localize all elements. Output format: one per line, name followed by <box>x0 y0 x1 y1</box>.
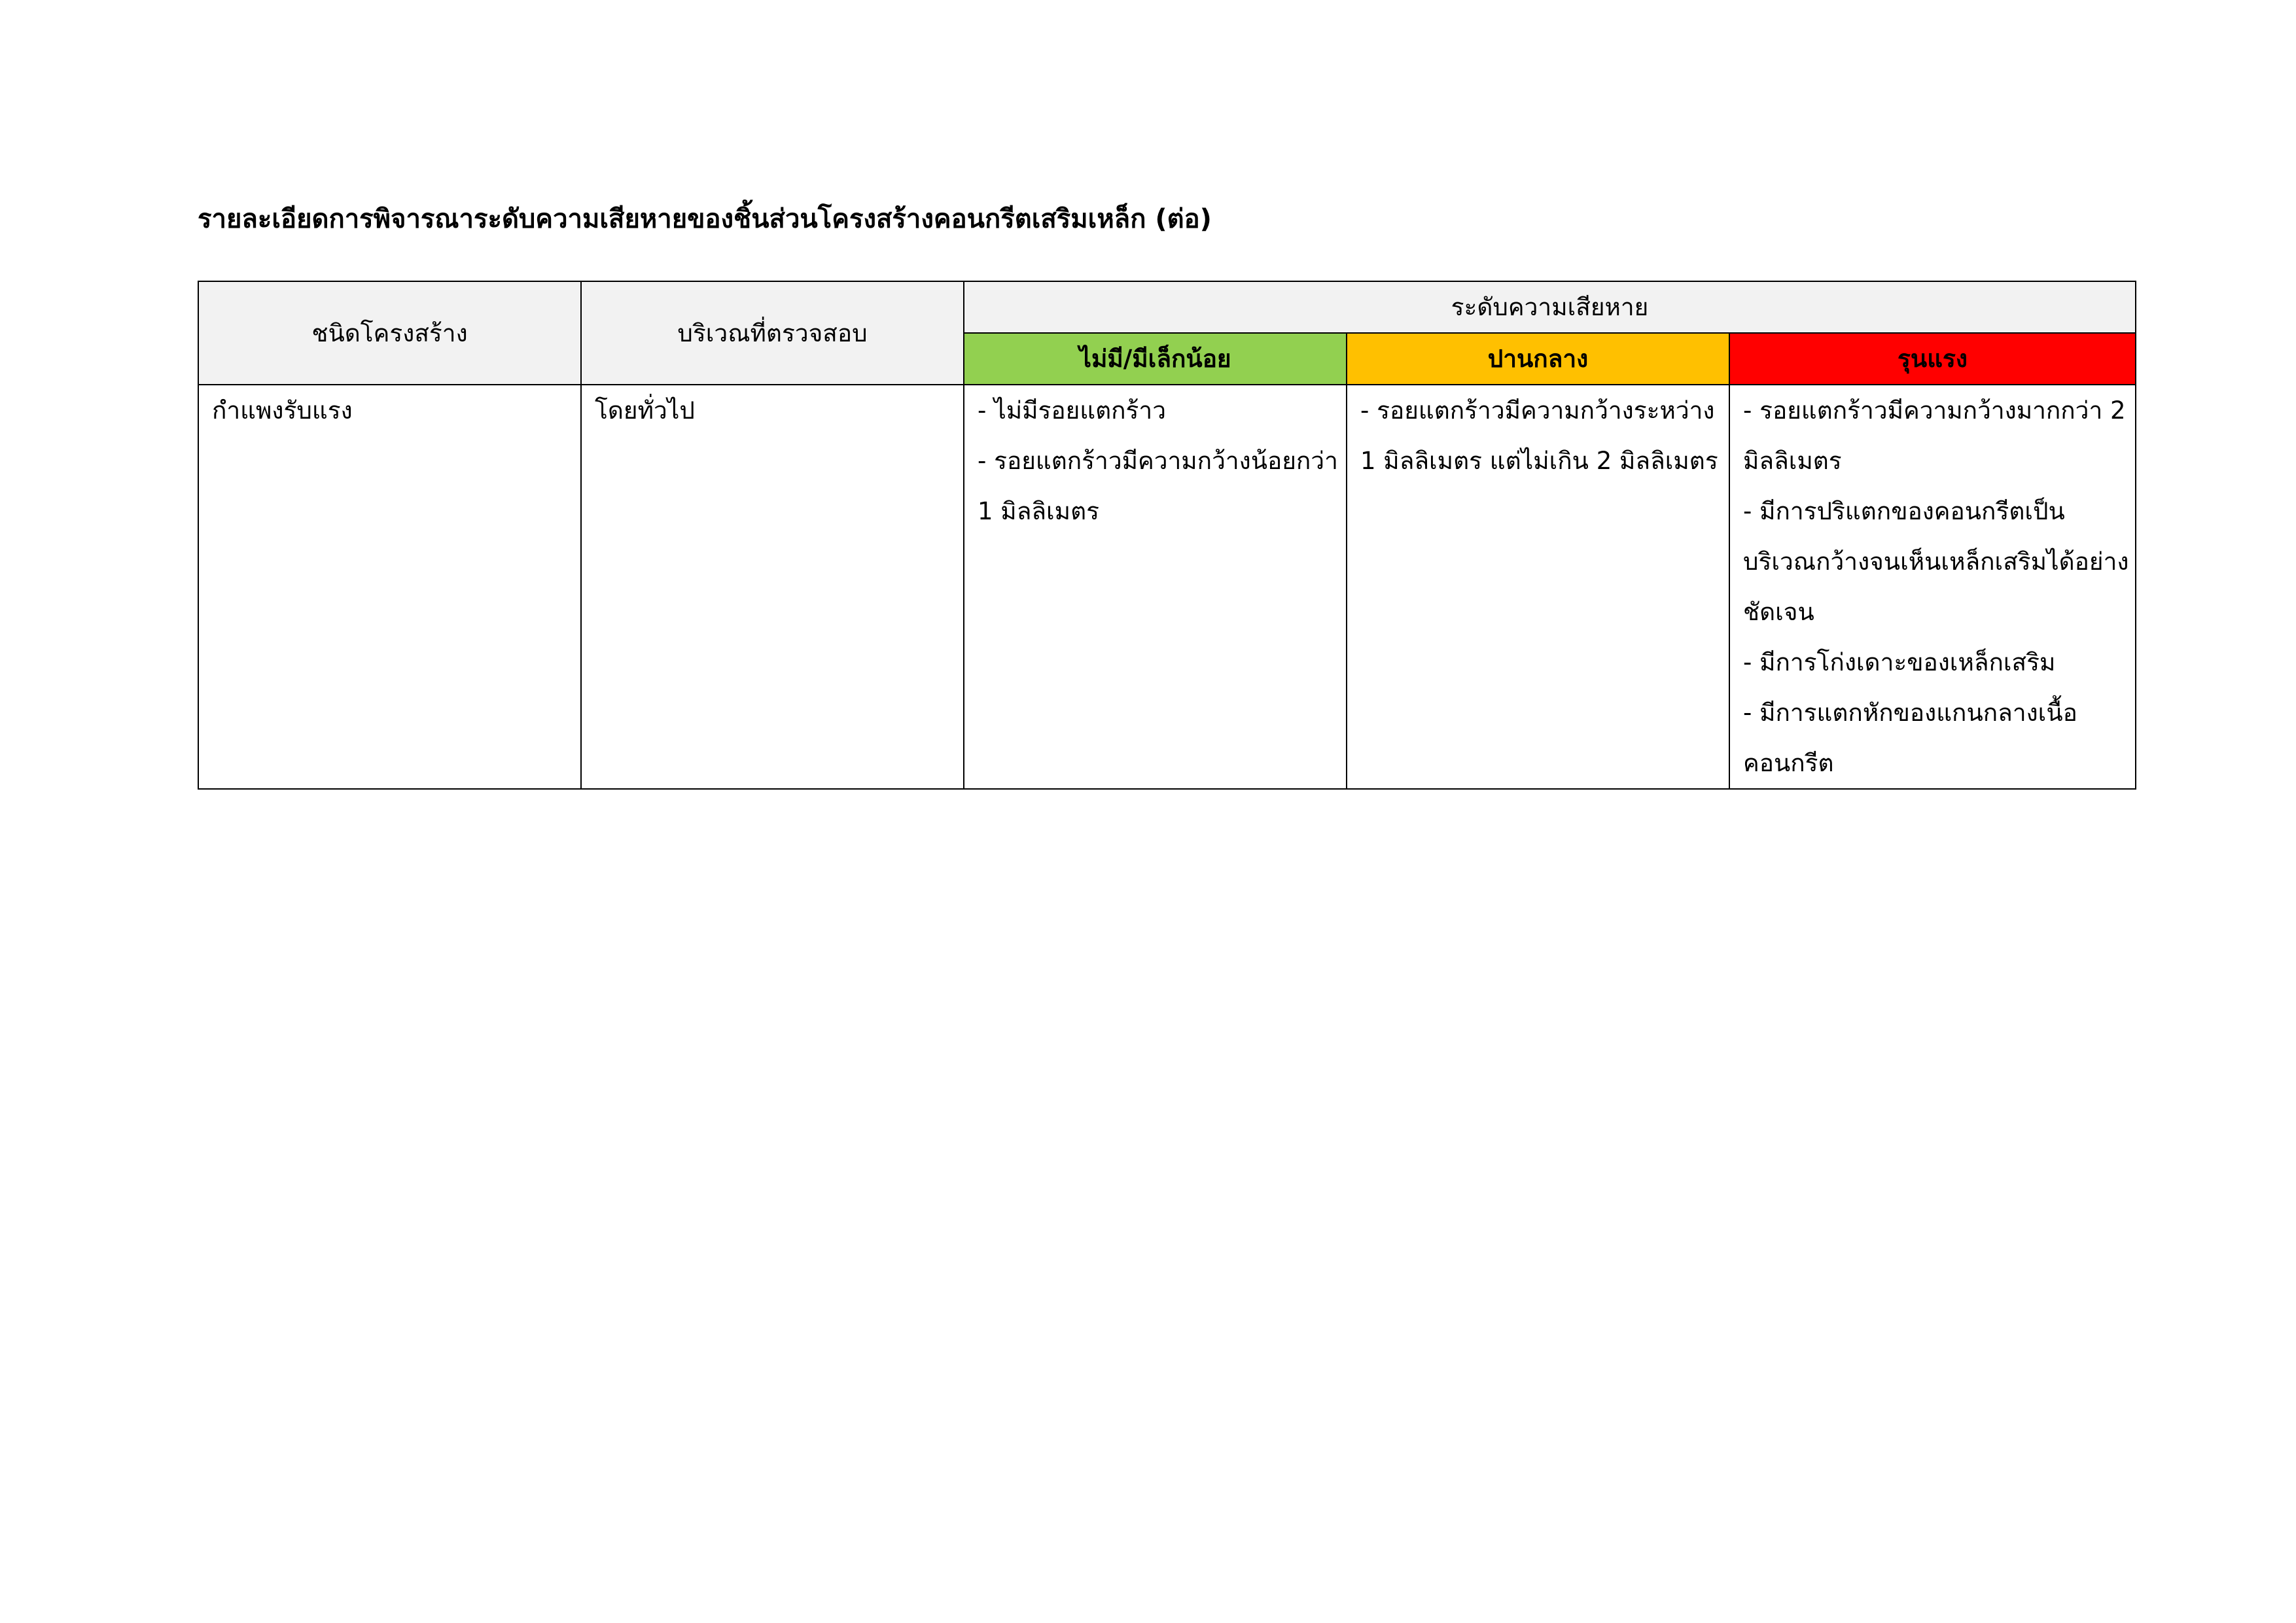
structure-type-text: กำแพงรับแรง <box>212 396 353 425</box>
cell-line: มิลลิเมตร <box>1743 447 1842 475</box>
cell-line: - รอยแตกร้าวมีความกว้างมากกว่า 2 <box>1743 396 2126 425</box>
cell-line: 1 มิลลิเมตร <box>978 497 1099 525</box>
cell-line: 1 มิลลิเมตร แต่ไม่เกิน 2 มิลลิเมตร <box>1360 447 1718 475</box>
header-row-top <box>198 281 2136 333</box>
cell-none-minor <box>964 385 1347 789</box>
cell-line: - รอยแตกร้าวมีความกว้างระหว่าง <box>1360 396 1715 425</box>
cell-line: คอนกรีต <box>1743 749 1834 777</box>
inspection-area-text: โดยทั่วไป <box>595 396 695 425</box>
header-structure-type: ชนิดโครงสร้าง <box>198 281 581 385</box>
cell-line: - รอยแตกร้าวมีความกว้างน้อยกว่า <box>978 447 1338 475</box>
table-row <box>198 385 2136 789</box>
cell-line: ชัดเจน <box>1743 598 1814 626</box>
level-header-none-minor: ไม่มี/มีเล็กน้อย <box>964 333 1347 385</box>
damage-level-table <box>198 281 2136 790</box>
cell-line: - มีการปริแตกของคอนกรีตเป็น <box>1743 497 2065 525</box>
level-header-moderate: ปานกลาง <box>1347 333 1729 385</box>
cell-line: บริเวณกว้างจนเห็นเหล็กเสริมได้อย่าง <box>1743 548 2129 576</box>
document-title: รายละเอียดการพิจารณาระดับความเสียหายของชิ้นส่วนโครงสร้างคอนกรีตเสริมเหล็ก (ต่อ) <box>198 204 1212 234</box>
level-header-severe: รุนแรง <box>1729 333 2136 385</box>
header-damage-level: ระดับความเสียหาย <box>964 281 2136 333</box>
cell-severe <box>1729 385 2136 789</box>
cell-structure-type <box>198 385 581 789</box>
cell-line: - มีการโก่งเดาะของเหล็กเสริม <box>1743 648 2056 676</box>
cell-line: - ไม่มีรอยแตกร้าว <box>978 396 1166 425</box>
cell-line: - มีการแตกหักของแกนกลางเนื้อ <box>1743 699 2077 727</box>
cell-moderate <box>1347 385 1729 789</box>
cell-inspection-area <box>581 385 964 789</box>
header-inspection-area: บริเวณที่ตรวจสอบ <box>581 281 964 385</box>
